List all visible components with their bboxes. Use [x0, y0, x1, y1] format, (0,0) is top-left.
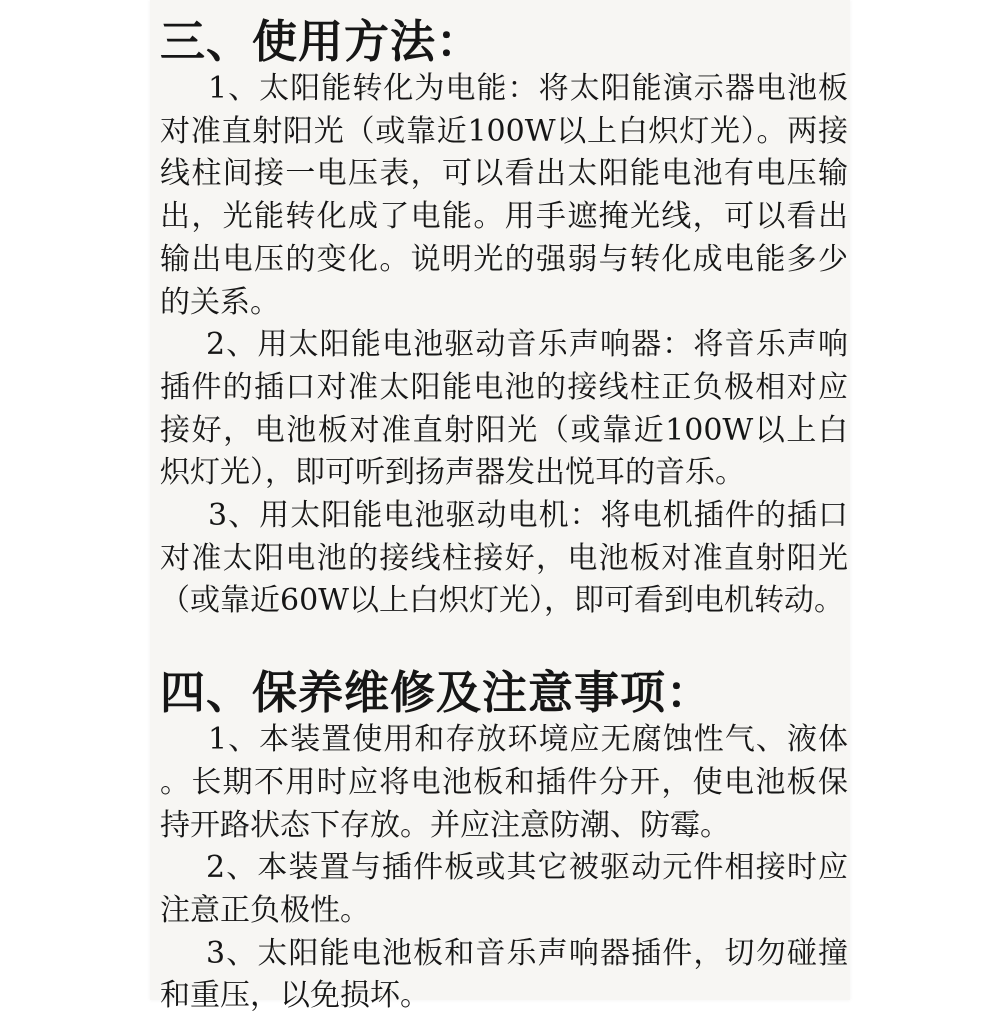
maintenance-item-1: 1、本装置使用和存放环境应无腐蚀性气、液体。长期不用时应将电池板和插件分开，使电池板保持开路状态下存放。并应注意防潮、防霉。: [160, 722, 848, 843]
usage-item-3: 3、用太阳能电池驱动电机：将电机插件的插口对准太阳电池的接线柱接好，电池板对准直射阳光（或靠近60W以上白炽灯光），即可看到电机转动。: [160, 498, 848, 619]
usage-item-1: 1、太阳能转化为电能：将太阳能演示器电池板对准直射阳光（或靠近100W以上白炽灯光）。两接线柱间接一电压表，可以看出太阳能电池有电压输出，光能转化成了电能。用手遮掩光线，可以看出输出电压的变化。说明光的强弱与转化成电能多少的关系。: [160, 71, 848, 320]
usage-item-2: 2、用太阳能电池驱动音乐声响器：将音乐声响插件的插口对准太阳能电池的接线柱正负极相对应接好，电池板对准直射阳光（或靠近100W以上白炽灯光），即可听到扬声器发出悦耳的音乐。: [160, 327, 848, 491]
maintenance-item-3: 3、太阳能电池板和音乐声响器插件，切勿碰撞和重压，以免损坏。: [160, 935, 848, 1014]
document-content: [160, 16, 848, 1018]
section-gap: [160, 623, 848, 667]
section-heading-maintenance: 四、保养维修及注意事项：: [160, 666, 713, 720]
document-page: [150, 0, 850, 1014]
maintenance-item-2: 2、本装置与插件板或其它被驱动元件相接时应注意正负极性。: [160, 850, 848, 928]
section-heading-usage: 三、使用方法：: [160, 15, 483, 68]
